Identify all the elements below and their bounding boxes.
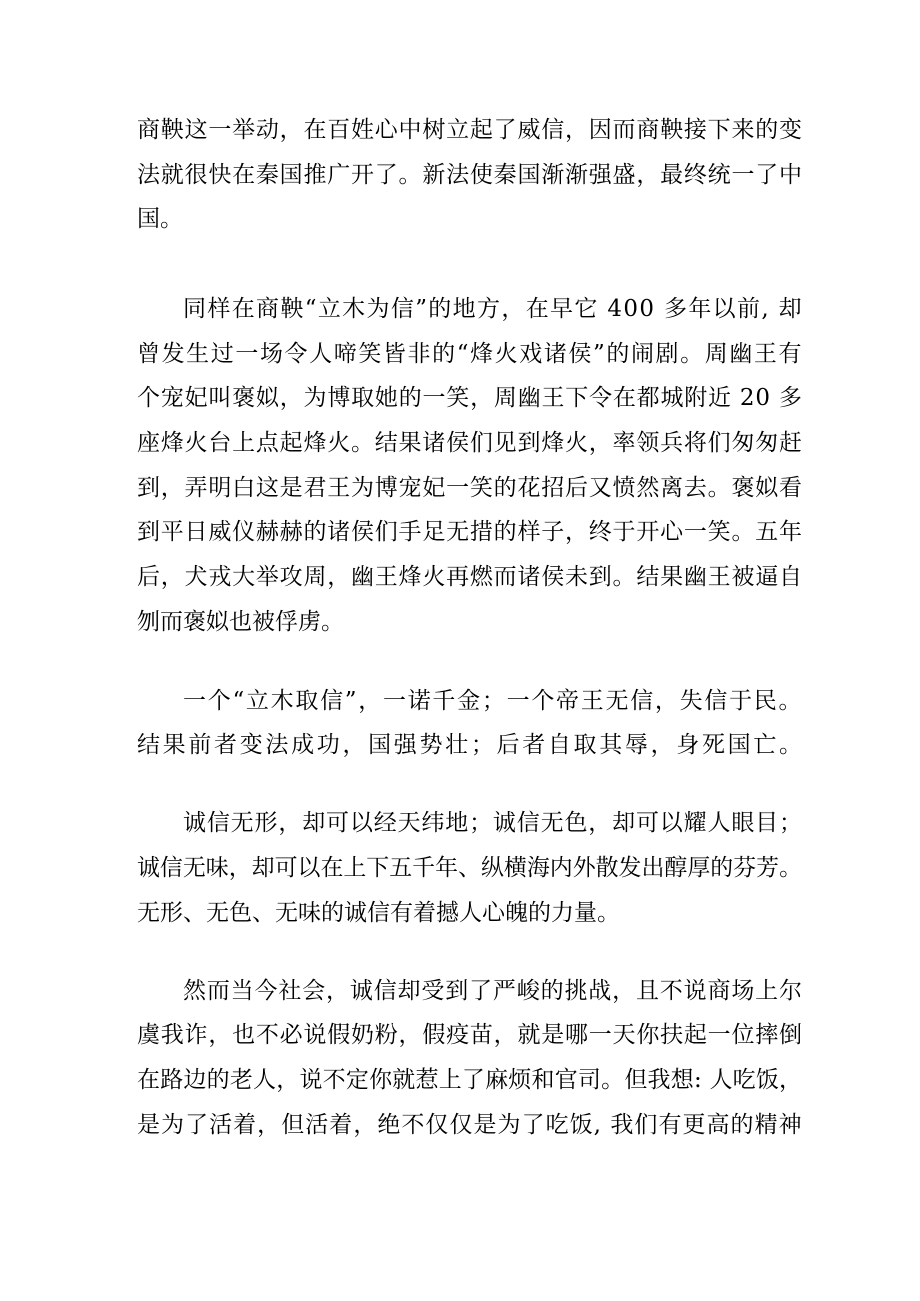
text-line: 同样在商鞅“立木为信”的地方，在早它 400 多年以前, 却 bbox=[183, 296, 804, 322]
text-line: 在路边的老人，说不定你就惹上了麻烦和官司。但我想: 人吃饭， bbox=[137, 1067, 803, 1093]
text-line: 商鞅这一举动，在百姓心中树立起了威信，因而商鞅接下来的变 bbox=[137, 117, 803, 143]
text-line: 然而当今社会，诚信却受到了严峻的挑战，且不说商场上尔 bbox=[183, 978, 803, 1004]
text-line: 曾发生过一场令人啼笑皆非的“烽火戏诸侯”的闹剧。周幽王有 bbox=[137, 341, 804, 367]
text-line: 是为了活着，但活着，绝不仅仅是为了吃饭, 我们有更高的精神 bbox=[137, 1112, 803, 1138]
text-line: 个宠妃叫褒姒，为博取她的一笑，周幽王下令在都城附近 20 多 bbox=[137, 385, 803, 411]
text-line: 结果前者变法成功，国强势壮；后者自取其辱，身死国亡。 bbox=[137, 732, 805, 758]
text-line: 一个“立木取信”，一诺千金；一个帝王无信，失信于民。 bbox=[183, 688, 804, 714]
text-line: 无形、无色、无味的诚信有着撼人心魄的力量。 bbox=[137, 900, 620, 926]
text-line: 刎而褒姒也被俘虏。 bbox=[137, 609, 344, 635]
text-line: 诚信无形，却可以经天纬地；诚信无色，却可以耀人眼目； bbox=[183, 810, 803, 836]
text-line: 到平日威仪赫赫的诸侯们手足无措的样子，终于开心一笑。五年 bbox=[137, 519, 803, 545]
text-line: 到，弄明白这是君王为博宠妃一笑的花招后又愤然离去。褒姒看 bbox=[137, 475, 803, 501]
text-line: 国。 bbox=[137, 206, 183, 232]
text-line: 座烽火台上点起烽火。结果诸侯们见到烽火，率领兵将们匆匆赶 bbox=[137, 430, 803, 456]
text-line: 法就很快在秦国推广开了。新法使秦国渐渐强盛，最终统一了中 bbox=[137, 162, 803, 188]
text-line: 诚信无味，却可以在上下五千年、纵横海内外散发出醇厚的芬芳。 bbox=[137, 855, 802, 881]
text-line: 虞我诈，也不必说假奶粉，假疫苗，就是哪一天你扶起一位摔倒 bbox=[137, 1022, 803, 1048]
text-line: 后，犬戎大举攻周，幽王烽火再燃而诸侯未到。结果幽王被逼自 bbox=[137, 564, 803, 590]
